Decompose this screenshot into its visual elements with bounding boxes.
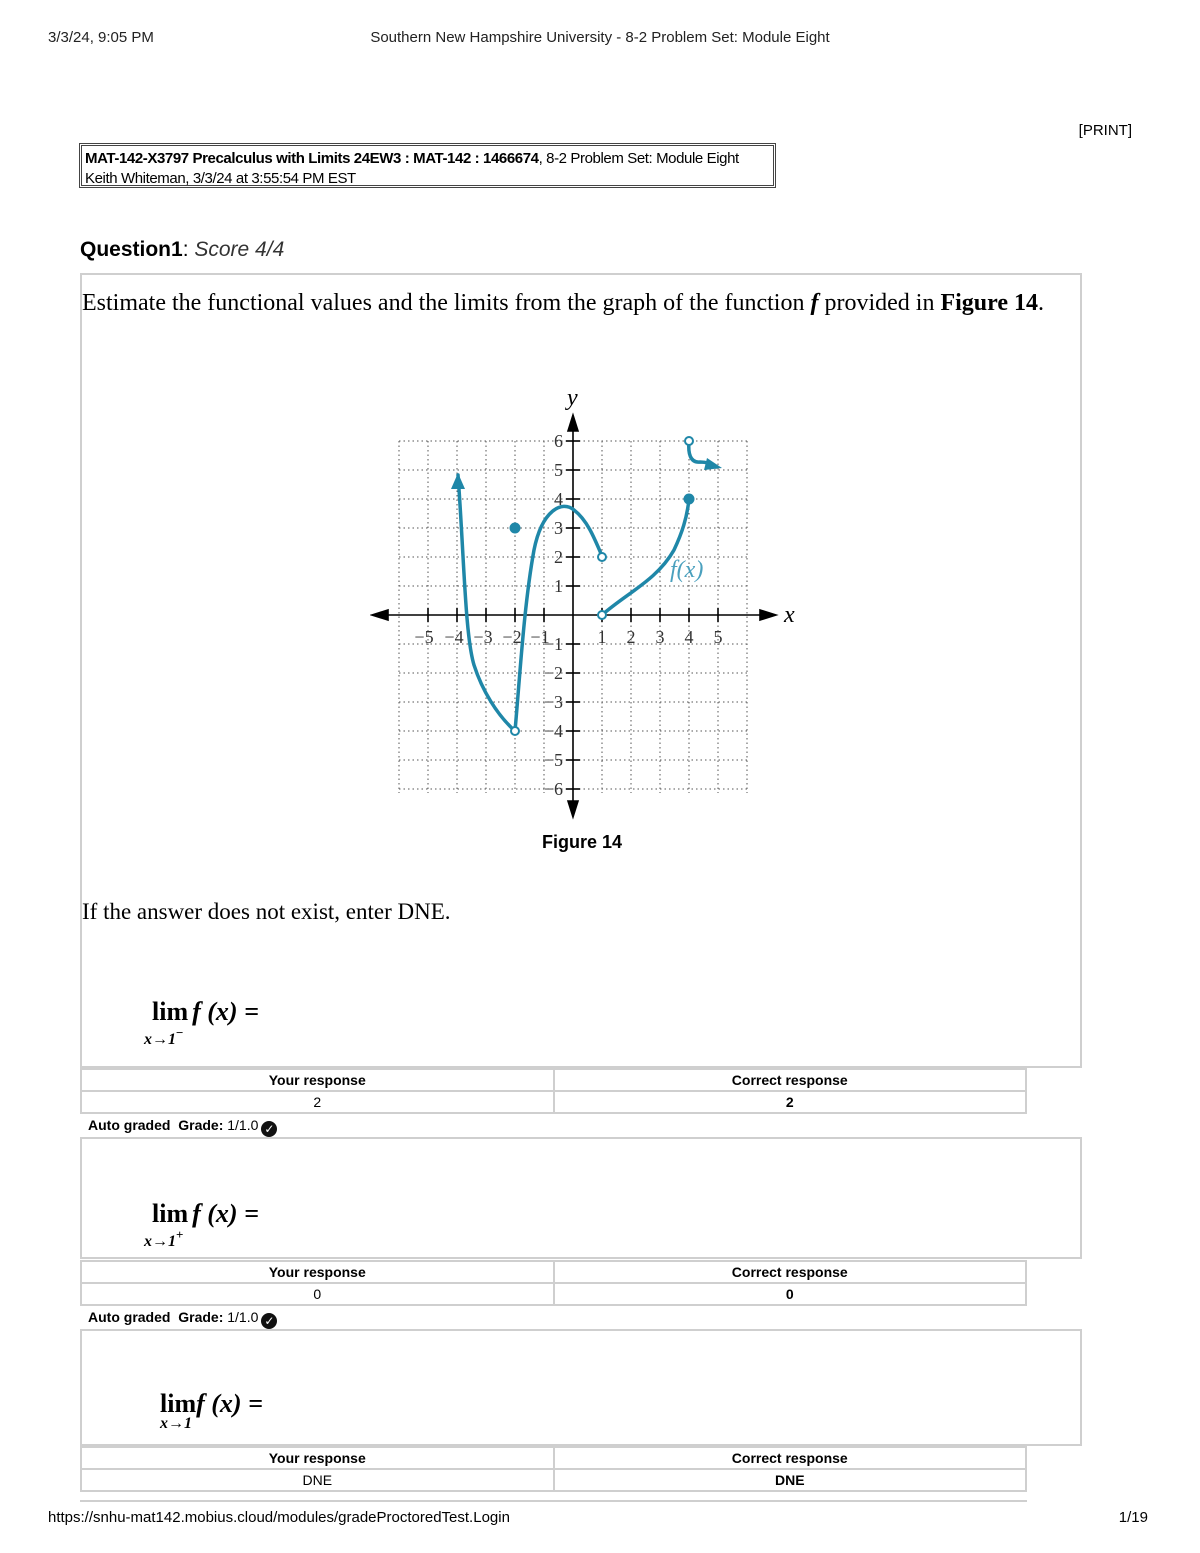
x-tick-label: 3 [655, 627, 665, 647]
lim-operator: lim [160, 1389, 197, 1418]
y-tick-label: 2 [554, 547, 563, 567]
question-score: Score 4/4 [194, 238, 285, 261]
correct-response-header: Correct response [554, 1447, 1027, 1469]
correct-response-value: DNE [554, 1469, 1027, 1491]
limit-expression [144, 997, 259, 1048]
print-datetime: 3/3/24, 9:05 PM [48, 29, 154, 46]
question-part-panel [80, 1137, 1082, 1259]
x-axis-arrow-left [372, 610, 388, 620]
closed-point [511, 524, 520, 533]
check-circle-icon: ✓ [261, 1313, 277, 1329]
grade-value: 1/1.0 [227, 1309, 259, 1325]
closed-point [685, 495, 694, 504]
y-axis-arrow-up [568, 415, 578, 431]
x-tick-label: 1 [597, 627, 607, 647]
open-point [511, 727, 519, 735]
grade-label: Auto graded [88, 1117, 171, 1133]
question-text-before: Estimate the functional values and the limits from the graph of the function [82, 290, 811, 316]
print-link[interactable]: [PRINT] [1078, 122, 1132, 139]
graph-axes [372, 415, 776, 817]
y-axis-label: y [567, 385, 578, 411]
lim-operator: lim [152, 1199, 189, 1228]
footer-url: https://snhu-mat142.mobius.cloud/modules/gradeProctoredTest.Login [48, 1509, 510, 1526]
course-info-box [79, 143, 776, 188]
correct-response-header: Correct response [554, 1069, 1027, 1091]
question-label: Question1 [80, 238, 183, 261]
limit-subscript: x→1− [144, 1025, 184, 1048]
function-curve [458, 442, 716, 731]
y-tick-label: −2 [543, 663, 563, 683]
your-response-value: 0 [81, 1283, 554, 1305]
function-graph [370, 385, 830, 825]
your-response-header: Your response [81, 1261, 554, 1283]
figure-caption: Figure 14 [541, 832, 623, 852]
student-line: Keith Whiteman, 3/3/24 at 3:55:54 PM EST [85, 170, 356, 187]
grade-text: Grade: [178, 1117, 224, 1133]
question-panel [80, 273, 1082, 1068]
limit-function: f (x) = [192, 1199, 259, 1228]
curve-arrows [451, 458, 722, 489]
x-tick-label: −5 [414, 627, 434, 647]
assignment-name: , 8-2 Problem Set: Module Eight [538, 150, 739, 167]
question-text-mid: provided in [818, 290, 941, 316]
y-tick-label: −5 [543, 750, 563, 770]
limit-function: f (x) = [196, 1389, 263, 1418]
y-tick-label: −6 [543, 779, 563, 799]
x-axis-arrow-right [760, 610, 776, 620]
limit-subscript: x→1+ [144, 1227, 184, 1250]
course-name: MAT-142-X3797 Precalculus with Limits 24EW3 : MAT-142 : 1466674 [85, 150, 539, 167]
x-tick-label: 2 [626, 627, 636, 647]
function-symbol: f [810, 290, 819, 316]
x-tick-label: −4 [444, 627, 464, 647]
your-response-value: DNE [81, 1469, 554, 1491]
curve-label: f(x) [670, 557, 704, 583]
dne-instruction: If the answer does not exist, enter DNE. [82, 899, 451, 924]
print-page-title: Southern New Hampshire University - 8-2 Problem Set: Module Eight [370, 29, 830, 46]
your-response-header: Your response [81, 1447, 554, 1469]
open-point [598, 553, 606, 561]
y-tick-label: 6 [554, 431, 563, 451]
y-tick-label: −1 [543, 634, 563, 654]
your-response-value: 2 [81, 1091, 554, 1113]
grade-text: Grade: [178, 1309, 224, 1325]
limit-function: f (x) = [192, 997, 259, 1026]
open-point [685, 437, 693, 445]
your-response-header: Your response [81, 1069, 554, 1091]
open-point [598, 611, 606, 619]
limit-subscript: x→1 [160, 1415, 192, 1432]
footer-divider [80, 1500, 1027, 1502]
limit-expression [144, 1199, 259, 1250]
correct-response-value: 2 [554, 1091, 1027, 1113]
y-tick-label: −4 [543, 721, 563, 741]
lim-operator: lim [152, 997, 189, 1026]
y-axis-arrow-down [568, 801, 578, 817]
grade-line [88, 1117, 277, 1137]
arrow-up [451, 473, 465, 489]
figure-reference: Figure 14 [940, 290, 1039, 316]
y-tick-label: −3 [543, 692, 563, 712]
footer-page-number: 1/19 [1118, 1509, 1148, 1526]
correct-response-header: Correct response [554, 1261, 1027, 1283]
correct-response-value: 0 [554, 1283, 1027, 1305]
response-table [80, 1068, 1027, 1114]
x-tick-label: −2 [502, 627, 522, 647]
question-title [80, 238, 284, 262]
x-tick-label: 5 [713, 627, 723, 647]
x-axis-label: x [784, 602, 795, 628]
x-tick-label: −1 [530, 627, 550, 647]
y-tick-label: 3 [554, 518, 563, 538]
response-table [80, 1260, 1027, 1306]
x-tick-label: −3 [473, 627, 493, 647]
question-text [82, 285, 1082, 322]
x-tick-label: 4 [684, 627, 694, 647]
question-part-panel [80, 1329, 1082, 1446]
response-table [80, 1446, 1027, 1492]
limit-expression [160, 1389, 263, 1432]
y-tick-label: 5 [554, 460, 563, 480]
question-colon: : [182, 238, 195, 261]
y-tick-label: 4 [554, 489, 563, 509]
grade-line [88, 1309, 277, 1329]
check-circle-icon: ✓ [261, 1121, 277, 1137]
grade-value: 1/1.0 [227, 1117, 259, 1133]
course-line [85, 149, 770, 169]
grade-label: Auto graded [88, 1309, 171, 1325]
arrow-right [704, 458, 722, 470]
question-text-end: . [1038, 290, 1045, 316]
y-tick-label: 1 [554, 576, 563, 596]
